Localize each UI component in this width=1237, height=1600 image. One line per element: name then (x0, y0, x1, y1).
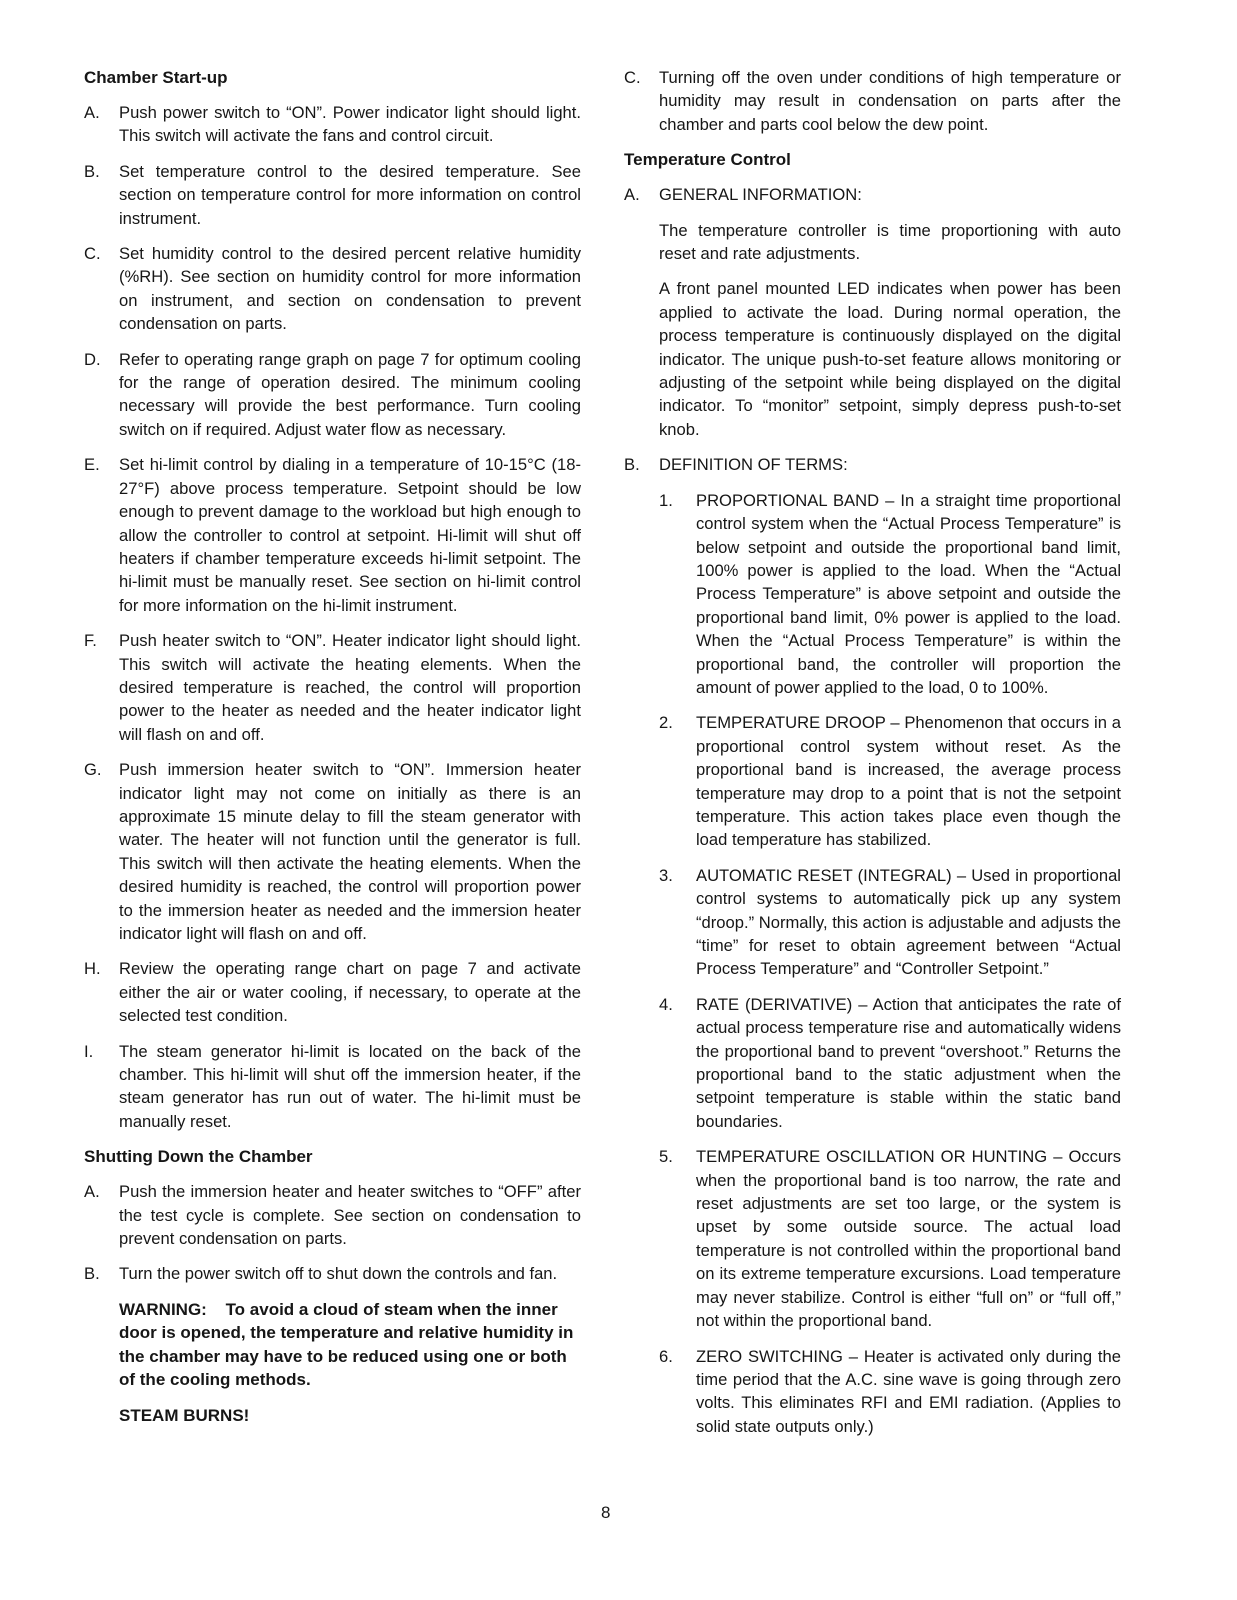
startup-item-h (84, 957, 581, 1027)
item-text: Push the immersion heater and heater switches to “OFF” after the test cycle is complete. See section on condensation to prevent condensation on parts. (119, 1182, 581, 1249)
term-zero-switching (659, 1345, 1121, 1439)
item-label: E. (84, 455, 100, 475)
term-number: 2. (659, 713, 673, 733)
page-number: 8 (601, 1503, 611, 1522)
item-label: G. (84, 760, 102, 780)
general-information-heading (624, 183, 1121, 206)
item-label: A. (84, 103, 100, 122)
warning-note (119, 1298, 581, 1392)
term-text: TEMPERATURE DROOP – Phenomenon that occurs in a proportional control system without reset. As the proportional band is increased, the average process temperature may drop to a point that is not the setpoint temperature. This action takes place even though the load temperature has stabilized. (696, 713, 1121, 850)
item-label: A. (624, 185, 640, 205)
item-text: Push immersion heater switch to “ON”. Immersion heater indicator light may not come on initially as there is an approximate 15 minute delay to fill the steam generator with water. The heater will not function until the generator is full. This switch will then activate the heating elements. When the desired humidity is reached, the control will proportion power to the immersion heater as needed and the immersion heater indicator light will flash on and off. (119, 760, 581, 943)
definition-of-terms-heading (624, 453, 1121, 476)
item-text: Review the operating range chart on page 7 and activate either the air or water cooling, if necessary, to operate at the selected test condition. (119, 959, 581, 1026)
item-text: Push heater switch to “ON”. Heater indicator light should light. This switch will activate the heating elements. When the desired temperature is reached, the control will proportion power to the heater as needed and the heater indicator light will flash on and off. (119, 631, 581, 744)
term-rate-derivative (659, 993, 1121, 1133)
item-label: D. (84, 349, 101, 369)
term-text: AUTOMATIC RESET (INTEGRAL) – Used in proportional control systems to automatically pick up any system “droop.” Normally, this action is adjustable and adjusts the “time” for reset to obtain agreement between “Actual Process Temperature” and “Controller Setpoint.” (696, 865, 1121, 979)
term-automatic-reset (659, 864, 1121, 981)
section-heading-startup: Chamber Start-up (84, 68, 228, 87)
term-number: 5. (659, 1147, 673, 1167)
item-label: I. (84, 1041, 94, 1061)
item-text: Set temperature control to the desired temperature. See section on temperature control for more information on control instrument. (119, 161, 581, 228)
item-text: Turning off the oven under conditions of high temperature or humidity may result in condensation on parts after the chamber and parts cool below the dew point. (659, 68, 1121, 134)
item-label: A. (84, 1182, 100, 1202)
startup-item-c (84, 242, 581, 336)
item-label: B. (84, 1264, 100, 1284)
item-label: C. (624, 68, 641, 87)
term-temperature-droop (659, 711, 1121, 851)
term-number: 3. (659, 865, 673, 885)
item-text: Refer to operating range graph on page 7 for optimum cooling for the range of operation desired. The minimum cooling necessary will provide the best performance. Turn cooling switch on if required. Adjust water flow as necessary. (119, 349, 581, 439)
item-text: DEFINITION OF TERMS: (659, 455, 848, 475)
term-number: 4. (659, 994, 673, 1014)
term-text: PROPORTIONAL BAND – In a straight time proportional control system when the “Actual Process Temperature” is below setpoint and outside the proportional band limit, 100% power is applied to the load. When the “Actual Process Temperature” is above setpoint and outside the proportional band limit, 0% power is applied to the load. When the “Actual Process Temperature” is within the proportional band, the controller will proportion the amount of power applied to the load, 0 to 100%. (696, 490, 1121, 697)
startup-item-e (84, 453, 581, 617)
section-heading-shutdown: Shutting Down the Chamber (84, 1147, 313, 1167)
item-label: B. (624, 455, 640, 475)
warning-label: WARNING: (119, 1299, 207, 1319)
left-column (84, 66, 581, 1427)
startup-item-a (84, 101, 581, 148)
item-text: GENERAL INFORMATION: (659, 185, 862, 205)
startup-item-i (84, 1040, 581, 1134)
item-label: C. (84, 244, 101, 264)
term-text: ZERO SWITCHING – Heater is activated only during the time period that the A.C. sine wave is going through zero volts. This eliminates RFI and EMI radiation. (Applies to solid state outputs only.) (696, 1346, 1121, 1436)
term-proportional-band (659, 489, 1121, 700)
right-column (624, 66, 1121, 1450)
general-paragraph-1: The temperature controller is time proportioning with auto reset and rate adjustments. (659, 220, 1121, 264)
item-text: Set hi-limit control by dialing in a temperature of 10-15°C (18-27°F) above process temperature. Setpoint should be low enough to prevent damage to the workload but high enough to allow the controller to control at setpoint. Hi-limit will shut off heaters if chamber temperature exceeds hi-limit setpoint. The hi-limit must be manually reset. See section on hi-limit control for more information on the hi-limit instrument. (119, 455, 581, 615)
startup-item-b (84, 160, 581, 230)
startup-item-d (84, 348, 581, 442)
startup-item-g (84, 758, 581, 945)
section-heading-temperature-control: Temperature Control (624, 150, 791, 170)
general-paragraph-2: A front panel mounted LED indicates when power has been applied to activate the load. During normal operation, the process temperature is continuously displayed on the digital indicator. The unique push-to-set feature allows monitoring or adjusting of the setpoint while being displayed on the digital indicator. To “monitor” setpoint, simply depress push-to-set knob. (659, 279, 1121, 439)
item-label: F. (84, 631, 97, 651)
item-text: Turn the power switch off to shut down the controls and fan. (119, 1264, 558, 1284)
item-text: The steam generator hi-limit is located on the back of the chamber. This hi-limit will shut off the immersion heater, if the steam generator has run out of water. The hi-limit must be manually reset. (119, 1041, 581, 1131)
item-label: H. (84, 959, 101, 979)
item-label: B. (84, 161, 100, 181)
term-temperature-oscillation (659, 1145, 1121, 1332)
startup-item-f (84, 629, 581, 746)
term-number: 6. (659, 1346, 673, 1366)
item-text: Push power switch to “ON”. Power indicator light should light. This switch will activate the fans and control circuit. (119, 103, 581, 146)
term-text: RATE (DERIVATIVE) – Action that anticipates the rate of actual process temperature rise and automatically widens the proportional band to prevent “overshoot.” Returns the proportional band to the static adjustment when the setpoint temperature is stable within the static band boundaries. (696, 994, 1121, 1131)
shutdown-item-c (624, 66, 1121, 136)
term-number: 1. (659, 490, 673, 510)
shutdown-item-b (84, 1262, 581, 1285)
shutdown-item-a (84, 1180, 581, 1250)
warning-text: To avoid a cloud of steam when the inner door is opened, the temperature and relative humidity in the chamber may have to be reduced using one or both of the cooling methods. (119, 1299, 574, 1390)
steam-burns-notice: STEAM BURNS! (119, 1405, 250, 1425)
item-text: Set humidity control to the desired percent relative humidity (%RH). See section on humidity control for more information on instrument, and section on condensation to prevent condensation on parts. (119, 244, 581, 334)
term-text: TEMPERATURE OSCILLATION OR HUNTING – Occurs when the proportional band is too narrow, the rate and reset adjustments are set too large, or the system is upset by some outside source. The actual load temperature is not controlled within the proportional band on its extreme temperature excursions. Load temperature may never stabilize. Control is either “full on” or “full off,” not within the proportional band. (696, 1147, 1121, 1331)
